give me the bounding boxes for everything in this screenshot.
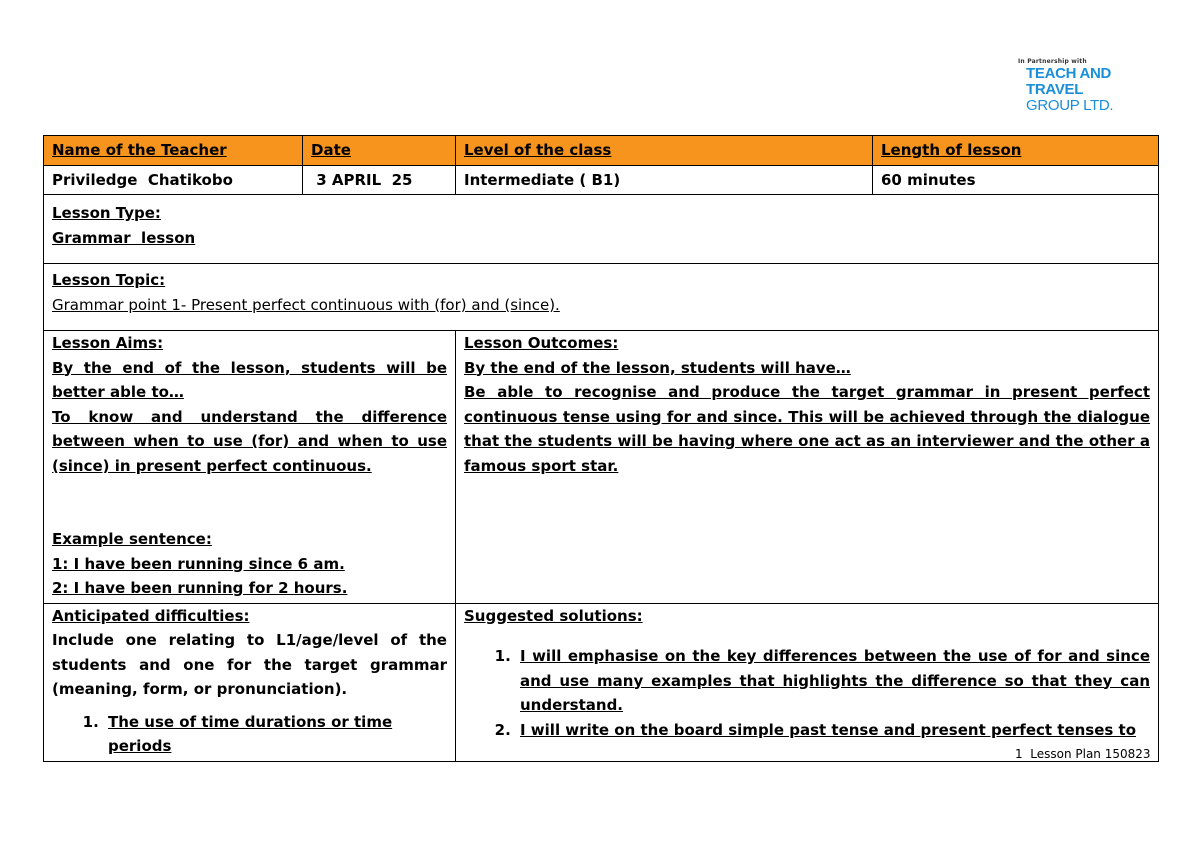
- level-header: Level of the class: [456, 136, 873, 166]
- aims-outcomes-row: [44, 331, 1159, 604]
- difficulties-solutions-row: [44, 603, 1159, 761]
- difficulty-item: 1. The use of time durations or time periods: [104, 710, 447, 759]
- lesson-type-label: Lesson Type:: [52, 204, 161, 222]
- solutions-label: Suggested solutions:: [464, 606, 643, 625]
- example-label: Example sentence:: [52, 530, 212, 548]
- logo-partner-text: In Partnership with: [1018, 58, 1087, 65]
- aims-label: Lesson Aims:: [52, 334, 164, 352]
- example-2: 2: I have been running for 2 hours.: [52, 579, 348, 597]
- lesson-date: 3 APRIL 25: [303, 165, 456, 195]
- outcomes-text: Be able to recognise and produce the target grammar in present perfect continuous tense using for and since. This will be achieved through the dialogue that the students will be having where one act as an interviewer and the other a famous sport star.: [464, 383, 1150, 475]
- page-footer: 1 Lesson Plan 150823: [1015, 747, 1151, 761]
- info-row: [44, 165, 1159, 195]
- aims-text: To know and understand the difference between when to use (for) and when to use (since) in present perfect continuous.: [52, 407, 447, 475]
- lesson-type-value: Grammar lesson: [52, 228, 196, 247]
- difficulties-label: Anticipated difficulties:: [52, 606, 250, 625]
- header-row: [44, 136, 1159, 166]
- logo-line-2: GROUP LTD.: [1026, 97, 1114, 114]
- example-1: 1: I have been running since 6 am.: [52, 554, 345, 573]
- lesson-topic-row: [44, 264, 1159, 331]
- partner-logo: [1016, 58, 1156, 114]
- class-level: Intermediate ( B1): [456, 165, 873, 195]
- teacher-name: Priviledge Chatikobo: [44, 165, 303, 195]
- lesson-length: 60 minutes: [873, 165, 1159, 195]
- date-header: Date: [303, 136, 456, 166]
- aims-intro: By the end of the lesson, students will be better able to…: [52, 358, 447, 401]
- solution-item: 2. I will write on the board simple past tense and present perfect tenses to: [516, 718, 1150, 743]
- lesson-plan-table: [43, 135, 1159, 762]
- difficulties-text: Include one relating to L1/age/level of the students and one for the target grammar (meaning, form, or pronunciation).: [52, 631, 447, 698]
- solution-item: 1. I will emphasise on the key differences between the use of for and since and use many examples that highlights the difference so that they can understand.: [516, 644, 1150, 718]
- length-header: Length of lesson: [873, 136, 1159, 166]
- outcomes-label: Lesson Outcomes:: [464, 334, 619, 352]
- outcomes-intro: By the end of the lesson, students will have…: [464, 358, 851, 377]
- logo-line-1: TEACH AND TRAVEL: [1026, 65, 1112, 98]
- teacher-header: Name of the Teacher: [44, 136, 303, 166]
- lesson-type-row: [44, 195, 1159, 264]
- lesson-topic-label: Lesson Topic:: [52, 271, 166, 289]
- lesson-topic-value: Grammar point 1- Present perfect continuous with (for) and (since).: [52, 295, 560, 314]
